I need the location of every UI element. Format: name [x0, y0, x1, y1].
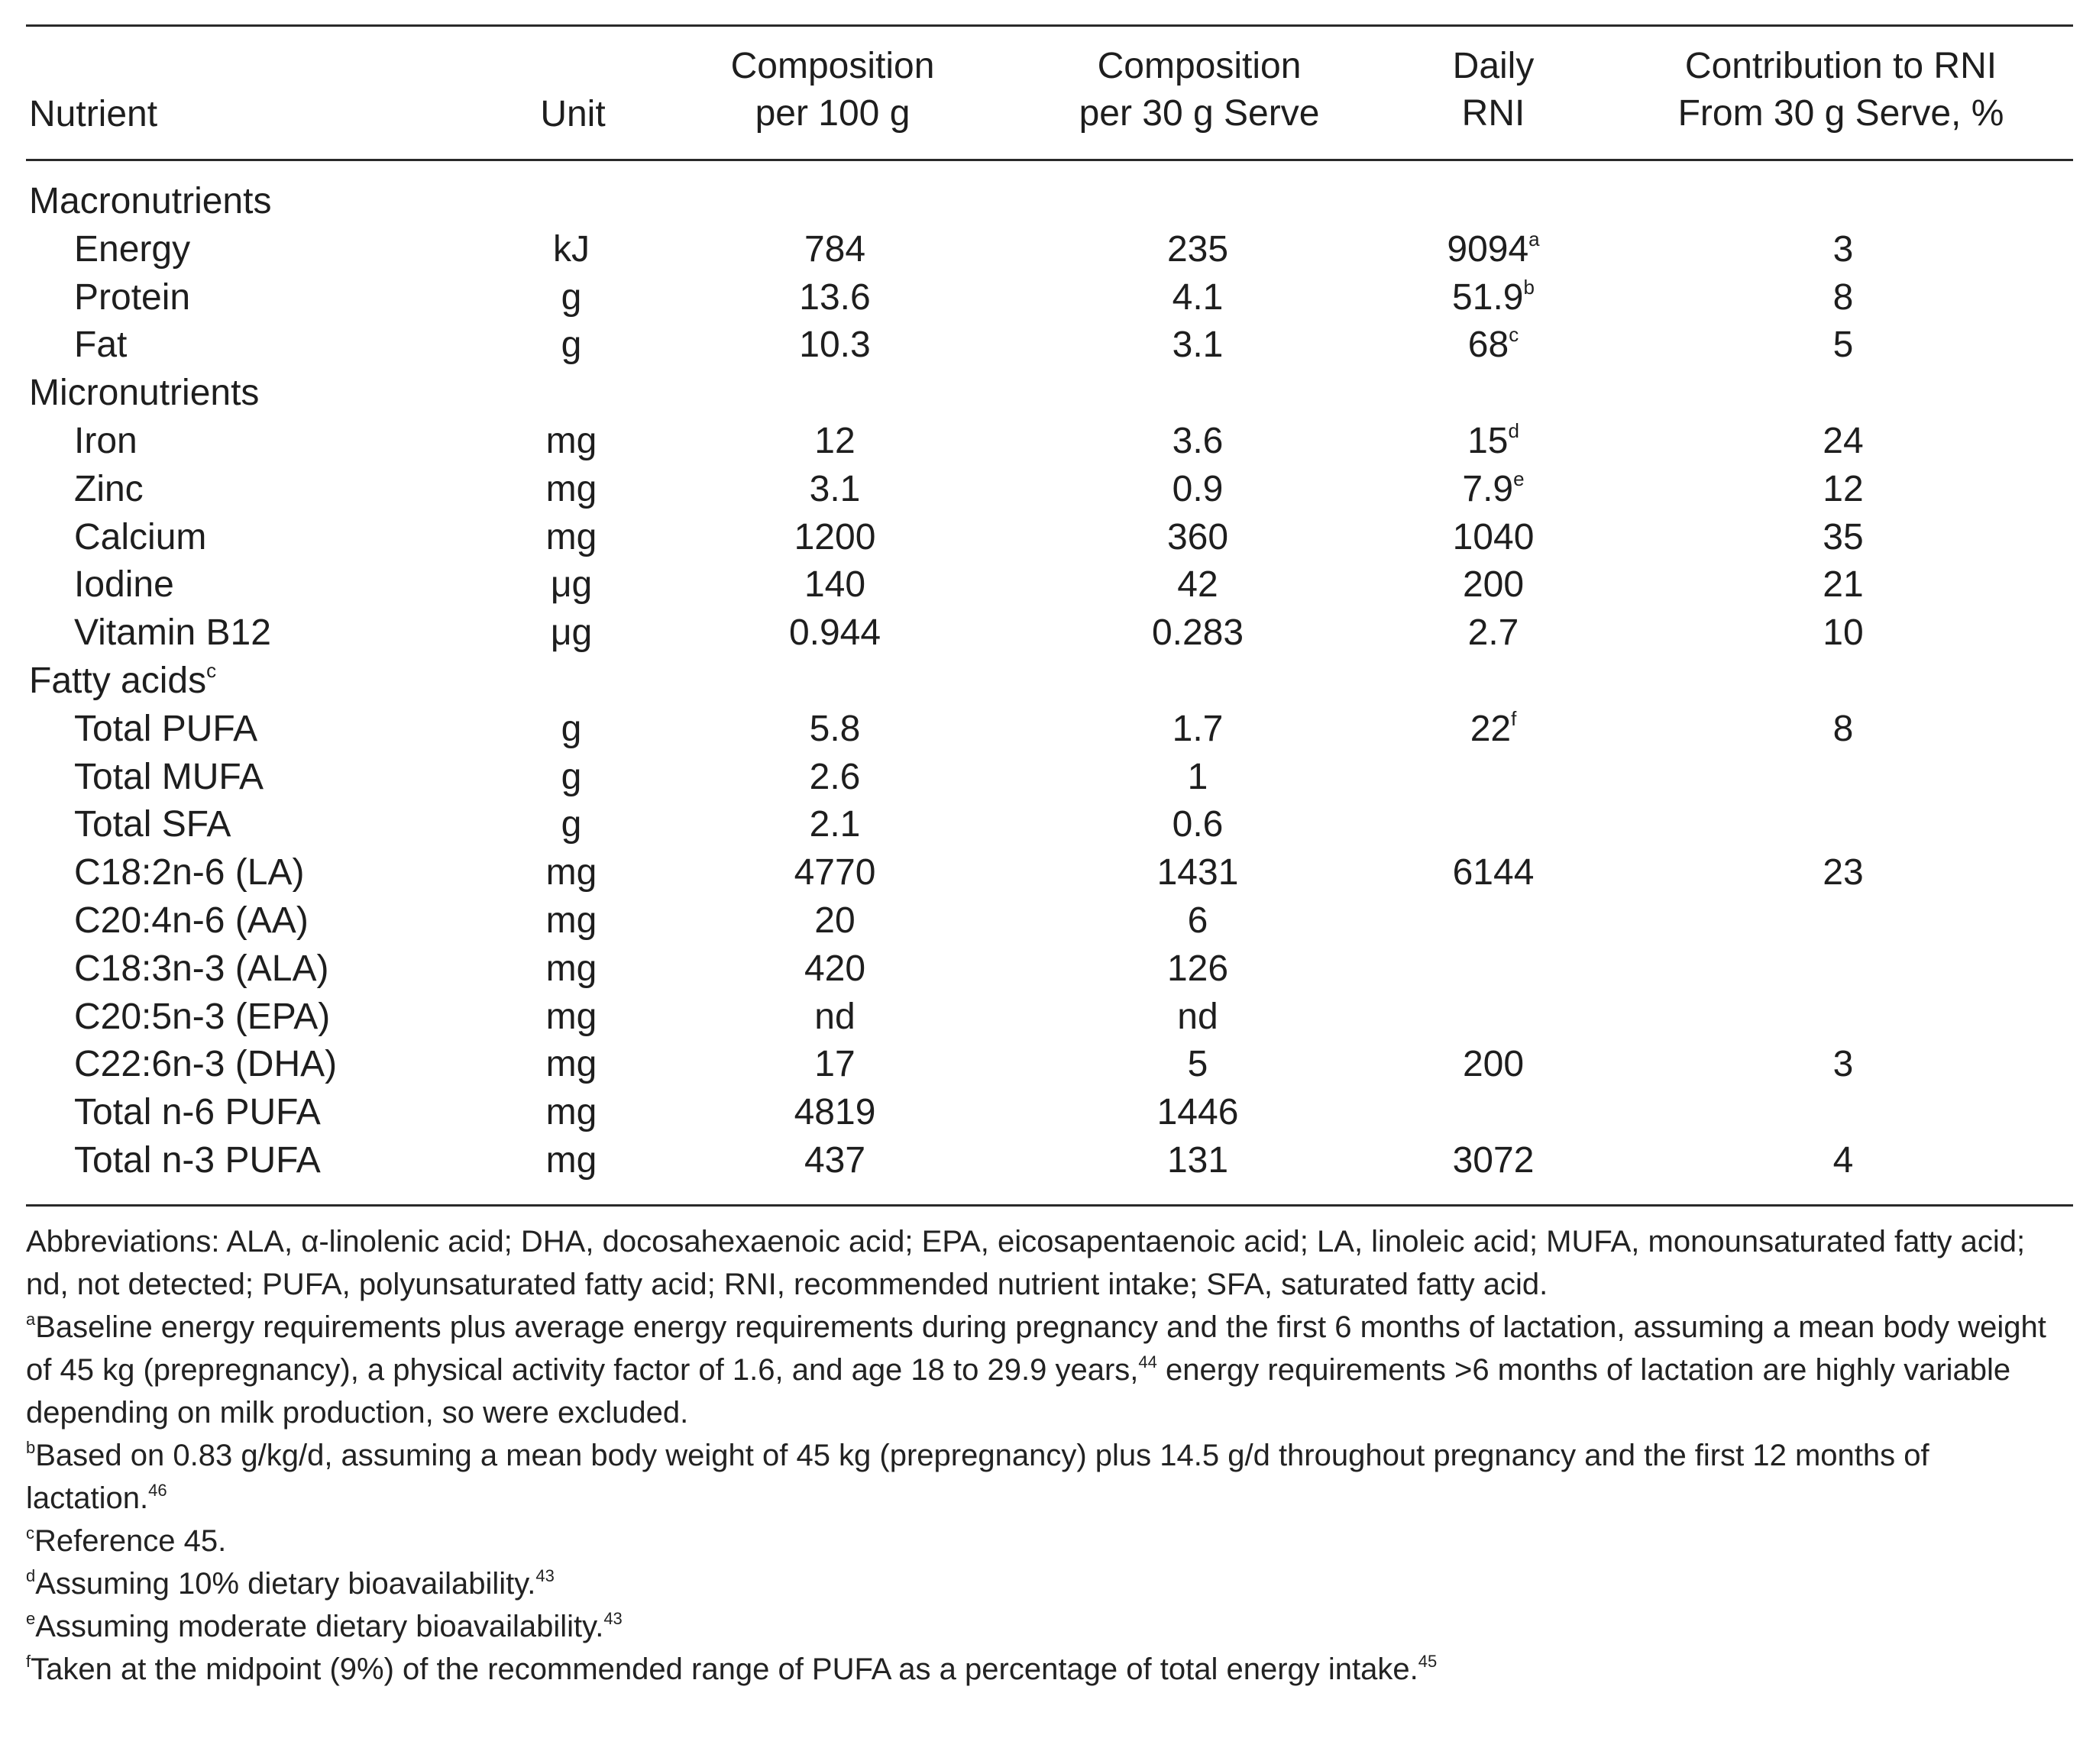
- rni-contribution-value: 5: [1832, 325, 1854, 365]
- per-100g-value: 3.1: [809, 469, 861, 509]
- rni-contribution-value: 35: [1823, 517, 1864, 557]
- nutrient-name: C20:4n-6 (AA): [74, 900, 309, 941]
- nutrient-unit: mg: [545, 997, 597, 1037]
- daily-rni-value: [1468, 321, 1519, 369]
- per-100g-value: 0.944: [788, 612, 881, 653]
- footnote-marker: e: [1513, 467, 1525, 490]
- rni-contribution-value: 12: [1823, 469, 1864, 509]
- daily-rni-number: 68: [1467, 325, 1509, 365]
- section-heading-label: Macronutrients: [29, 181, 272, 221]
- table-bottom-rule: [26, 1204, 2073, 1207]
- header-nutrient: Nutrient: [29, 94, 158, 134]
- rni-contribution-value: 21: [1823, 564, 1864, 605]
- nutrient-unit: mg: [545, 1092, 597, 1132]
- rni-contribution-value: 10: [1823, 612, 1864, 653]
- per-30g-value: 1431: [1156, 852, 1239, 893]
- per-100g-value: 12: [814, 421, 856, 461]
- per-30g-value: 126: [1166, 948, 1229, 989]
- footnote-text: Taken at the midpoint (9%) of the recommended range of PUFA as a percentage of total energy intake.: [31, 1653, 1418, 1686]
- footnote-text: Baseline energy requirements plus average energy requirements during pregnancy and the first 6 months of lactation, assuming a mean body weight of 45 kg (prepregnancy), a physical activity factor of 1.6, and age 18 to 29.9 years,: [26, 1310, 2046, 1387]
- footnote: [26, 1520, 2073, 1562]
- nutrient-unit: kJ: [553, 229, 590, 270]
- header-rni-line1: Daily: [1452, 46, 1535, 86]
- nutrient-unit: mg: [545, 469, 597, 509]
- daily-rni-value: [1453, 849, 1535, 897]
- per-30g-value: 0.9: [1172, 469, 1224, 509]
- nutrient-unit: μg: [550, 612, 593, 653]
- footnote-marker: c: [26, 1523, 34, 1543]
- per-30g-value: 6: [1187, 900, 1208, 941]
- per-100g-value: 140: [804, 564, 866, 605]
- per-30g-value: 131: [1166, 1140, 1229, 1181]
- per-100g-value: nd: [814, 997, 856, 1037]
- per-30g-value: nd: [1177, 997, 1218, 1037]
- nutrient-unit: mg: [545, 852, 597, 893]
- footnote-marker: a: [1528, 228, 1540, 250]
- footnote: [26, 1605, 2073, 1648]
- footnote: [26, 1306, 2073, 1434]
- nutrient-name: Total n-3 PUFA: [74, 1140, 321, 1181]
- per-30g-value: 1446: [1156, 1092, 1239, 1132]
- per-30g-value: 3.6: [1172, 421, 1224, 461]
- daily-rni-number: 1040: [1452, 517, 1535, 557]
- nutrient-unit: g: [561, 757, 582, 797]
- nutrient-unit: mg: [545, 1140, 597, 1181]
- header-per30: [1016, 43, 1383, 137]
- footnote-marker: d: [1508, 419, 1519, 442]
- nutrient-unit: g: [561, 277, 582, 318]
- daily-rni-value: [1463, 561, 1524, 609]
- per-100g-value: 17: [814, 1044, 856, 1084]
- daily-rni-number: 9094: [1447, 229, 1529, 270]
- daily-rni-number: 22: [1470, 709, 1512, 749]
- footnote: [26, 1434, 2073, 1520]
- per-30g-value: 42: [1177, 564, 1218, 605]
- reference-marker: 43: [535, 1566, 555, 1585]
- daily-rni-number: 15: [1467, 421, 1509, 461]
- header-rni-line2: RNI: [1461, 93, 1525, 134]
- per-30g-value: 0.283: [1151, 612, 1244, 653]
- nutrient-unit: g: [561, 325, 582, 365]
- header-rni: [1413, 43, 1574, 137]
- reference-marker: 45: [1418, 1652, 1438, 1671]
- per-30g-value: 360: [1166, 517, 1229, 557]
- nutrient-name: Energy: [74, 229, 191, 270]
- per-100g-value: 13.6: [799, 277, 871, 318]
- reference-marker: 44: [1138, 1352, 1157, 1371]
- nutrient-unit: mg: [545, 1044, 597, 1084]
- nutrient-name: Iron: [74, 421, 137, 461]
- rni-contribution-value: 4: [1832, 1140, 1854, 1181]
- header-per100-line2: per 100 g: [755, 93, 911, 134]
- daily-rni-number: 200: [1462, 1044, 1525, 1084]
- nutrient-name: C18:3n-3 (ALA): [74, 948, 329, 989]
- section-heading: [29, 178, 271, 225]
- per-100g-value: 4819: [794, 1092, 876, 1132]
- per-30g-value: 5: [1187, 1044, 1208, 1084]
- per-100g-value: 1200: [794, 517, 876, 557]
- daily-rni-number: 3072: [1452, 1140, 1535, 1181]
- nutrient-name: Calcium: [74, 517, 207, 557]
- per-30g-value: 1: [1187, 757, 1208, 797]
- section-heading: [29, 657, 216, 705]
- rni-contribution-value: 3: [1832, 1044, 1854, 1084]
- daily-rni-number: 7.9: [1462, 469, 1514, 509]
- daily-rni-value: [1463, 1041, 1524, 1088]
- per-100g-value: 420: [804, 948, 866, 989]
- footnote-marker: c: [1509, 323, 1519, 346]
- per-100g-value: 437: [804, 1140, 866, 1181]
- daily-rni-value: [1470, 706, 1517, 753]
- per-100g-value: 784: [804, 229, 866, 270]
- footnote-marker: c: [206, 659, 217, 682]
- per-100g-value: 4770: [794, 852, 876, 893]
- footnote-text: Based on 0.83 g/kg/d, assuming a mean body weight of 45 kg (prepregnancy) plus 14.5 g/d throughout pregnancy and the first 12 months of lactation.: [26, 1439, 1929, 1515]
- table-top-rule: [26, 24, 2073, 27]
- footnote-marker: f: [1511, 707, 1517, 730]
- per-30g-value: 4.1: [1172, 277, 1224, 318]
- footnote-marker: d: [26, 1566, 36, 1585]
- header-contribution-line1: Contribution to RNI: [1684, 46, 1997, 86]
- nutrient-name: Protein: [74, 277, 191, 318]
- daily-rni-value: [1447, 226, 1539, 273]
- nutrient-unit: g: [561, 709, 582, 749]
- rni-contribution-value: 23: [1823, 852, 1864, 893]
- reference-marker: 46: [148, 1481, 167, 1500]
- header-unit: Unit: [540, 94, 606, 134]
- header-per100: [672, 43, 993, 137]
- footnote-marker: b: [26, 1438, 36, 1457]
- daily-rni-value: [1467, 418, 1519, 465]
- footnote-marker: f: [26, 1652, 31, 1671]
- rni-contribution-value: 24: [1823, 421, 1864, 461]
- nutrient-unit: mg: [545, 517, 597, 557]
- footnote-text: Reference 45.: [34, 1524, 227, 1558]
- nutrient-name: C18:2n-6 (LA): [74, 852, 305, 893]
- section-heading: [29, 370, 259, 417]
- footnote: [26, 1648, 2073, 1691]
- header-contribution: [1612, 43, 2070, 137]
- per-100g-value: 20: [814, 900, 856, 941]
- nutrient-name: Total n-6 PUFA: [74, 1092, 321, 1132]
- header-per100-line1: Composition: [730, 46, 935, 86]
- section-heading-label: Micronutrients: [29, 373, 260, 413]
- per-100g-value: 2.1: [809, 804, 861, 845]
- nutrient-name: C20:5n-3 (EPA): [74, 997, 331, 1037]
- per-30g-value: 1.7: [1172, 709, 1224, 749]
- daily-rni-value: [1462, 466, 1524, 513]
- per-30g-value: 0.6: [1172, 804, 1224, 845]
- nutrient-unit: μg: [550, 564, 593, 605]
- nutrient-name: Zinc: [74, 469, 144, 509]
- nutrient-name: Total SFA: [74, 804, 231, 845]
- nutrient-name: Vitamin B12: [74, 612, 271, 653]
- nutrient-name: Fat: [74, 325, 128, 365]
- nutrient-unit: mg: [545, 900, 597, 941]
- table-footnotes: [26, 1220, 2073, 1691]
- nutrient-unit: mg: [545, 421, 597, 461]
- table-header-rule: [26, 159, 2073, 161]
- daily-rni-number: 200: [1462, 564, 1525, 605]
- daily-rni-number: 2.7: [1467, 612, 1519, 653]
- header-per30-line1: Composition: [1097, 46, 1302, 86]
- rni-contribution-value: 8: [1832, 709, 1854, 749]
- per-100g-value: 2.6: [809, 757, 861, 797]
- nutrient-name: Total MUFA: [74, 757, 264, 797]
- footnote-marker: e: [26, 1609, 36, 1628]
- reference-marker: 43: [603, 1609, 623, 1628]
- daily-rni-number: 6144: [1452, 852, 1535, 893]
- nutrient-name: Total PUFA: [74, 709, 258, 749]
- nutrient-unit: g: [561, 804, 582, 845]
- footnote-text: Abbreviations: ALA, α-linolenic acid; DHA, docosahexaenoic acid; EPA, eicosapentaenoic acid; LA, linoleic acid; MUFA, monounsaturated fatty acid; nd, not detected; PUFA, polyunsaturated fatty acid; RNI, recommended nutrient intake; SFA, saturated fatty acid.: [26, 1225, 2026, 1301]
- footnote: [26, 1562, 2073, 1605]
- abbreviations-note: [26, 1220, 2073, 1306]
- per-100g-value: 5.8: [809, 709, 861, 749]
- rni-contribution-value: 3: [1832, 229, 1854, 270]
- footnote-marker: b: [1523, 276, 1535, 299]
- daily-rni-value: [1452, 274, 1535, 321]
- header-per30-line2: per 30 g Serve: [1079, 93, 1320, 134]
- daily-rni-number: 51.9: [1452, 277, 1524, 318]
- footnote-text: Assuming 10% dietary bioavailability.: [35, 1567, 536, 1601]
- footnote-text: Assuming moderate dietary bioavailability.: [35, 1610, 604, 1643]
- section-heading-label: Fatty acids: [29, 661, 207, 701]
- nutrient-unit: mg: [545, 948, 597, 989]
- daily-rni-value: [1453, 514, 1535, 561]
- footnote-text-continued: energy requirements >6 months of lactation are highly variable depending on milk production, so were excluded.: [26, 1353, 2011, 1430]
- per-100g-value: 10.3: [799, 325, 871, 365]
- per-30g-value: 235: [1166, 229, 1229, 270]
- daily-rni-value: [1453, 1137, 1535, 1184]
- nutrient-name: Iodine: [74, 564, 174, 605]
- rni-contribution-value: 8: [1832, 277, 1854, 318]
- daily-rni-value: [1468, 609, 1519, 657]
- header-contribution-line2: From 30 g Serve, %: [1677, 93, 2004, 134]
- nutrient-name: C22:6n-3 (DHA): [74, 1044, 338, 1084]
- footnote-marker: a: [26, 1310, 36, 1329]
- per-30g-value: 3.1: [1172, 325, 1224, 365]
